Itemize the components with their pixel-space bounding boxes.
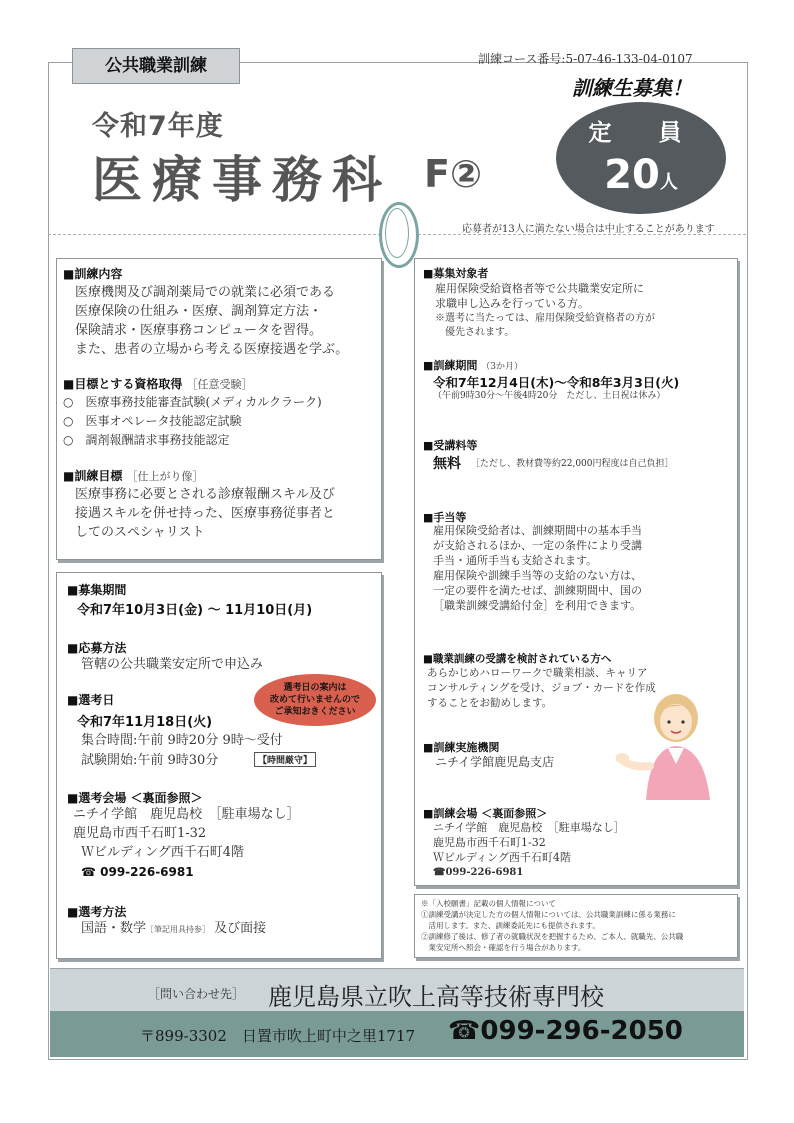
fee-value: 無料 [433, 456, 461, 472]
period-heading [423, 357, 523, 373]
goal-heading-text: ■訓練目標 [63, 469, 123, 483]
exam-venue-phone: ☎ 099-226-6981 [81, 865, 194, 879]
allowance-line: ［職業訓練受講給付金］を利用できます。 [433, 599, 642, 612]
fee-note: ［ただし、教材費等約22,000円程度は自己負担］ [471, 459, 674, 469]
target-heading: ■募集対象者 [423, 267, 489, 280]
recruit-period-heading: ■募集期間 [67, 583, 127, 597]
exam-date-heading: ■選考日 [67, 693, 115, 707]
privacy-box [414, 894, 738, 958]
goal-line: 医療事務に必要とされる診療報酬スキル及び [75, 487, 335, 502]
selection-method-tail: 及び面接 [214, 921, 267, 936]
venue-heading: ■訓練会場 ＜裏面参照＞ [423, 807, 548, 820]
exam-venue-line: Ｗビルディング西千石町4階 [81, 845, 244, 860]
training-line: 保険請求・医療事務コンピュータを習得。 [75, 323, 323, 338]
allowance-line: が支給されるほか、一定の条件により受講 [433, 539, 642, 552]
address-band [50, 1011, 744, 1057]
exam-notice-line: 改めて行いませんので [269, 695, 360, 705]
selection-method-note: ［筆記用具持参］ [146, 925, 211, 934]
target-line: ※選考に当たっては、雇用保険受給資格者の方が [435, 313, 655, 324]
apply-method: 管轄の公共職業安定所で申込み [81, 657, 264, 672]
venue-line: Ｗビルディング西千石町4階 [433, 851, 571, 864]
venue-line: ニチイ学館 鹿児島校 ［駐車場なし］ [433, 821, 625, 834]
privacy-line: 活用します。また、訓練委託先にも提供されます。 [421, 921, 600, 930]
selection-method [81, 919, 266, 939]
exam-start: 試験開始:午前 9時30分 [81, 753, 219, 768]
training-period: 令和7年12月4日(木)～令和8年3月3日(火) [433, 375, 680, 390]
privacy-line: ①訓練受講が決定した方の個人情報については、公共職業訓練に係る業務に [421, 910, 676, 919]
exam-venue-line: ニチイ学館 鹿児島校 ［駐車場なし］ [73, 807, 300, 822]
target-line: 求職申し込みを行っている方。 [435, 297, 589, 310]
recruit-banner: 訓練生募集！ [572, 76, 692, 100]
application-box [56, 572, 382, 959]
consider-line: あらかじめハローワークで職業相談、キャリア [427, 667, 648, 679]
privacy-line: ②訓練修了後は、修了者の就職状況を把握するため、ご本人、就職先、公共職 [421, 932, 684, 941]
ring-ornament-inner [385, 208, 409, 258]
training-heading: ■訓練内容 [63, 267, 123, 281]
qualification-item: ○ 調剤報酬請求事務技能認定 [63, 433, 230, 447]
exam-notice-line: ご承知おきください [274, 707, 356, 717]
period-note: （3か月） [481, 362, 523, 372]
exam-venue-line: 鹿児島市西千石町1-32 [73, 826, 207, 841]
exam-notice-line: 選考日の案内は [283, 683, 347, 693]
apply-method-heading: ■応募方法 [67, 641, 127, 655]
contact-band [50, 968, 744, 1012]
qualification-item: ○ 医療事務技能審査試験(メディカルクラーク) [63, 395, 322, 409]
qualification-item: ○ 医事オペレータ技能認定試験 [63, 414, 242, 428]
capacity-label: 定 員 [588, 120, 694, 146]
gather-time: 集合時間:午前 9時20分 9時～受付 [81, 733, 283, 748]
consider-line: することをお勧めします。 [427, 697, 553, 709]
exam-notice-badge [254, 674, 376, 726]
strict-time-note: 【時間厳守】 [254, 752, 316, 767]
privacy-line: ※「入校願書」記載の個人情報について [421, 899, 556, 908]
fiscal-year: 令和7年度 [92, 111, 224, 142]
privacy-line: 業安定所へ照会・確認を行う場合があります。 [421, 943, 586, 952]
exam-date: 令和7年11月18日(火) [77, 715, 213, 730]
exam-venue-heading: ■選考会場 ＜裏面参照＞ [67, 791, 203, 805]
venue-line: 鹿児島市西千石町1-32 [433, 836, 546, 849]
recruit-period: 令和7年10月3日(金) ～ 11月10日(月) [77, 603, 313, 618]
allowance-heading: ■手当等 [423, 511, 467, 524]
training-hours: （午前9時30分～午後4時20分 ただし、土日祝は休み） [433, 391, 666, 401]
goal-note: ［仕上がり像］ [126, 470, 204, 483]
org-heading: ■訓練実施機関 [423, 741, 500, 754]
fee-heading: ■受講料等 [423, 439, 478, 452]
training-box [56, 258, 382, 560]
receptionist-illustration [616, 688, 726, 800]
title-suffix: F② [424, 152, 483, 196]
allowance-line: 雇用保険や訓練手当等の支給のない方は、 [433, 569, 642, 582]
capacity-number: 20 [604, 152, 660, 198]
page-title: 医療事務科 [92, 151, 392, 209]
qualification-heading-text: ■目標とする資格取得 [63, 377, 183, 391]
qualification-note: ［任意受験］ [186, 378, 253, 391]
allowance-line: 一定の要件を満たせば、訓練期間中、国の [433, 584, 642, 597]
goal-line: してのスペシャリスト [75, 525, 205, 540]
goal-line: 接遇スキルを併せ持った、医療事務従事者と [75, 506, 335, 521]
capacity-value [556, 152, 726, 198]
org-name: ニチイ学館鹿児島支店 [435, 755, 555, 769]
school-phone: ☎099-296-2050 [448, 1016, 683, 1046]
training-line: 医療機関及び調剤薬局での就業に必須である [75, 285, 336, 300]
school-address: 〒899-3302 日置市吹上町中之里1717 [140, 1027, 416, 1045]
school-name: 鹿児島県立吹上高等技術専門校 [268, 983, 604, 1011]
qualification-heading [63, 375, 253, 392]
consider-line: コンサルティングを受け、ジョブ・カードを作成 [427, 682, 656, 694]
training-line: また、患者の立場から考える医療接遇を学ぶ。 [75, 342, 349, 357]
capacity-badge [556, 102, 726, 214]
allowance-line: 雇用保険受給者は、訓練期間中の基本手当 [433, 524, 642, 537]
allowance-line: 手当・通所手当も支給されます。 [433, 554, 598, 567]
period-heading-text: ■訓練期間 [423, 359, 478, 372]
venue-phone: ☎099-226-6981 [433, 867, 524, 878]
cancel-note: 応募者が13人に満たない場合は中止することがあります [462, 224, 715, 235]
training-line: 医療保険の仕組み・医療、調剤算定方法・ [75, 304, 323, 319]
consider-heading: ■職業訓練の受講を検討されている方へ [423, 653, 612, 665]
course-number: 訓練コース番号:5-07-46-133-04-0107 [478, 52, 693, 66]
selection-method-heading: ■選考方法 [67, 905, 127, 919]
target-line: 雇用保険受給資格者等で公共職業安定所に [435, 282, 644, 295]
goal-heading [63, 467, 204, 484]
contact-label: ［問い合わせ先］ [148, 987, 245, 1001]
capacity-unit: 人 [659, 172, 678, 193]
category-tag: 公共職業訓練 [72, 48, 240, 84]
target-line: 優先されます。 [435, 327, 515, 338]
selection-method-text: 国語・数学 [81, 921, 147, 936]
